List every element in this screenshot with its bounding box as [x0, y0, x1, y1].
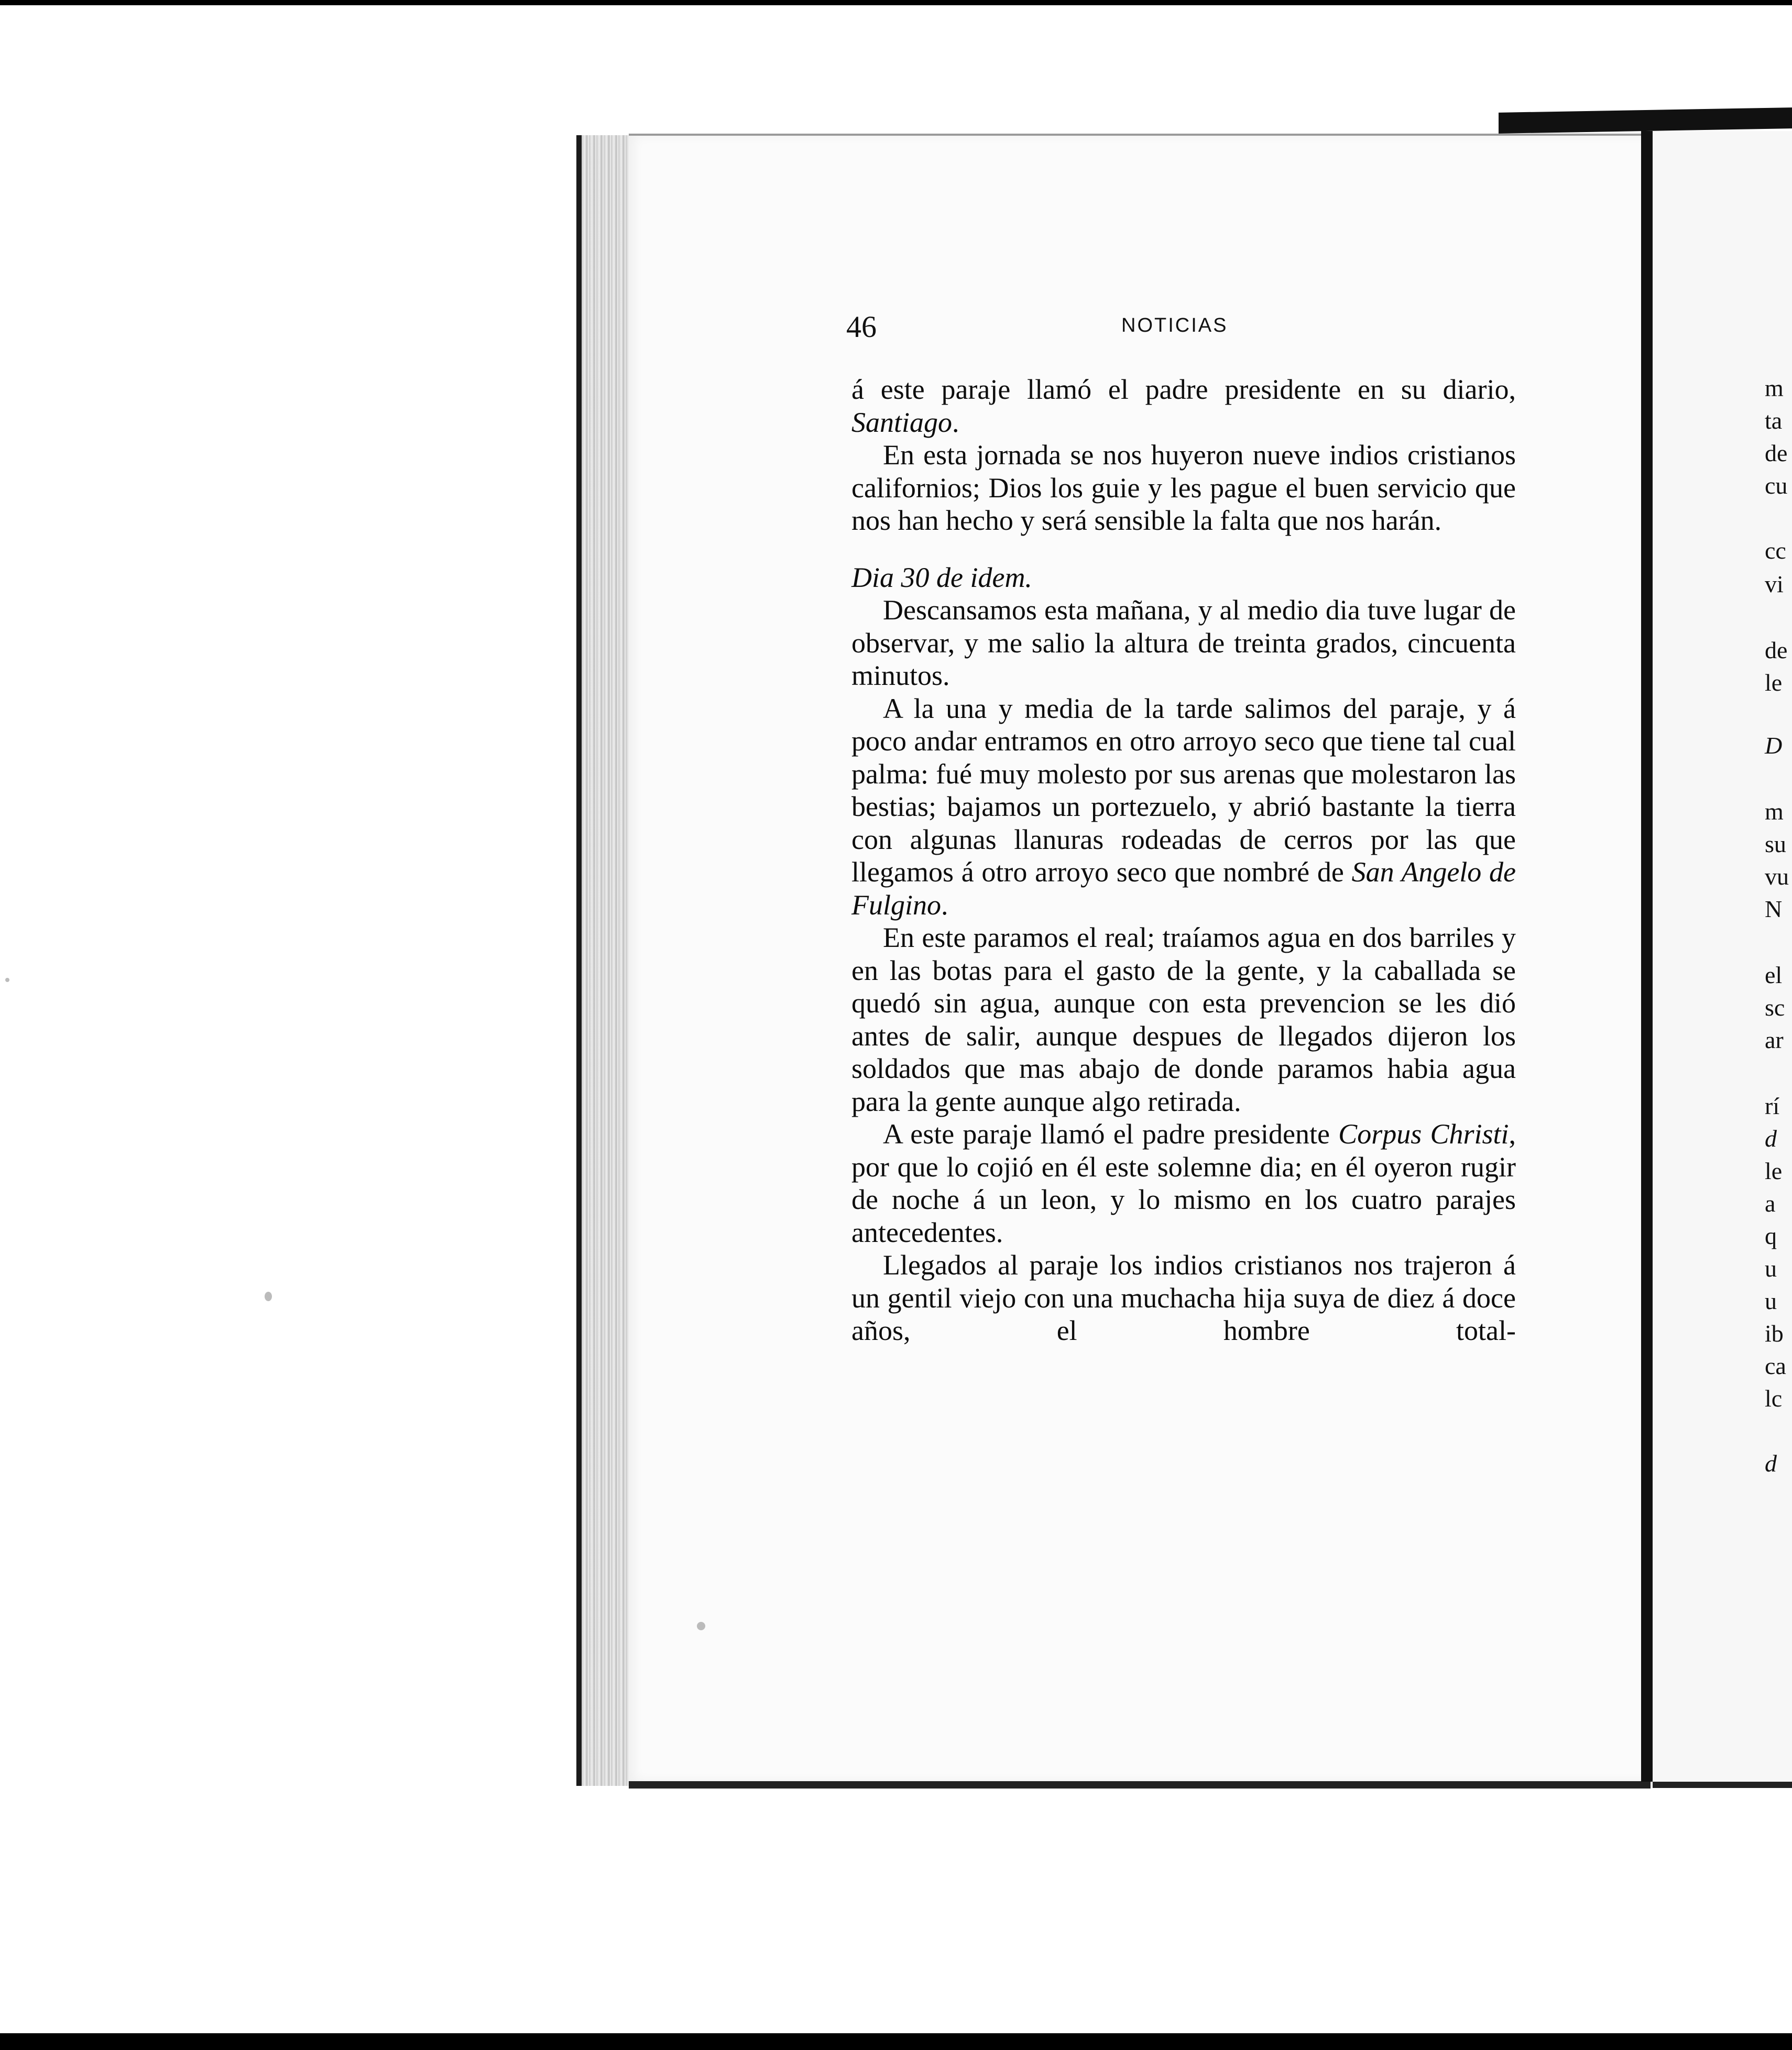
paragraph: A la una y media de la tarde salimos del paraje, y á poco andar entramos en otro arroyo seco que tiene tal cual palma: fué muy molesto por sus arenas que molestaron las bestias; bajamos un portezuelo, y abrió bastante la tierra con algunas llanuras rodeadas de cerros por las que llegamos á otro arroyo seco que nombré de San Angelo de Fulgino. — [851, 692, 1516, 921]
facing-page-text-fragment: su — [1765, 831, 1786, 857]
facing-page-text-fragment: a — [1765, 1190, 1776, 1217]
scan-bottom-edge — [0, 2033, 1792, 2050]
paragraph: A este paraje llamó el padre presidente Corpus Christi, por que lo cojió en él este solemne dia; en él oyeron rugir de noche á un leon, y lo mismo en los cuatro parajes antecedentes. — [851, 1118, 1516, 1248]
facing-page-text-fragment: sc — [1765, 994, 1785, 1021]
page-header — [846, 309, 1517, 351]
dust-speck — [697, 1622, 705, 1630]
facing-page-text-fragment: m — [1765, 375, 1784, 401]
dateline: Dia 30 de idem. — [851, 561, 1032, 593]
facing-page-text-fragment: N — [1765, 896, 1783, 922]
facing-page-text-fragment: le — [1765, 669, 1783, 696]
page-number: 46 — [846, 310, 877, 344]
running-head: NOTICIAS — [1121, 314, 1228, 336]
facing-page-text-fragment: ar — [1765, 1027, 1784, 1053]
facing-page-text-fragment: rí — [1765, 1093, 1780, 1119]
facing-page-text-fragment: vu — [1765, 863, 1789, 890]
facing-page-text-fragment: de — [1765, 637, 1788, 663]
facing-page-text-fragment: el — [1765, 962, 1783, 988]
paragraph: Llegados al paraje los indios cristianos nos trajeron á un gentil viejo con una muchacha hija suya de diez á doce años, el hombre total- — [851, 1249, 1516, 1346]
facing-page-text-fragment: vi — [1765, 571, 1784, 597]
paragraph: á este paraje llamó el padre presidente en su diario, Santiago. — [851, 374, 1516, 438]
facing-page-text-fragment: d — [1765, 1450, 1777, 1477]
facing-page-text-fragment: u — [1765, 1288, 1777, 1314]
scan-top-edge — [0, 0, 1792, 5]
book-gutter — [1641, 131, 1653, 1782]
facing-page-text-fragment: le — [1765, 1158, 1783, 1184]
facing-page-text-fragment: D — [1765, 732, 1783, 759]
facing-page-text-fragment: u — [1765, 1255, 1777, 1282]
facing-page-text-fragment: d — [1765, 1125, 1777, 1152]
facing-page-text-fragment: lc — [1765, 1385, 1783, 1412]
paragraph: Descansamos esta mañana, y al medio dia tuve lugar de observar, y me salio la altura de treinta grados, cincuenta minutos. — [851, 594, 1516, 691]
dust-speck — [5, 978, 9, 982]
paragraph: En este paramos el real; traíamos agua en dos barriles y en las botas para el gasto de la gente, y la caballada se quedó sin agua, aunque con esta prevencion se les dió antes de salir, aunque despues de llegados dijeron los soldados que mas abajo de donde paramos habia agua para la gente aunque algo retirada. — [851, 922, 1516, 1117]
facing-page-text-fragment: ta — [1765, 407, 1783, 434]
dust-speck — [265, 1292, 272, 1301]
facing-page-text-fragment: m — [1765, 798, 1784, 825]
facing-page-text-fragment: cu — [1765, 472, 1788, 499]
binding-shadow-top — [1499, 107, 1792, 134]
facing-page-text-fragment: q — [1765, 1223, 1777, 1249]
paragraph: En esta jornada se nos huyeron nueve indios cristianos californios; Dios los guie y les pague el buen servicio que nos han hecho y será sensible la falta que nos harán. — [851, 439, 1516, 536]
facing-page-text-fragment: cc — [1765, 537, 1786, 564]
facing-page-text-fragment: ca — [1765, 1353, 1786, 1379]
facing-page-text-fragment: de — [1765, 440, 1788, 466]
page-body — [851, 373, 1516, 1347]
facing-page-text-fragment: ib — [1765, 1320, 1784, 1347]
